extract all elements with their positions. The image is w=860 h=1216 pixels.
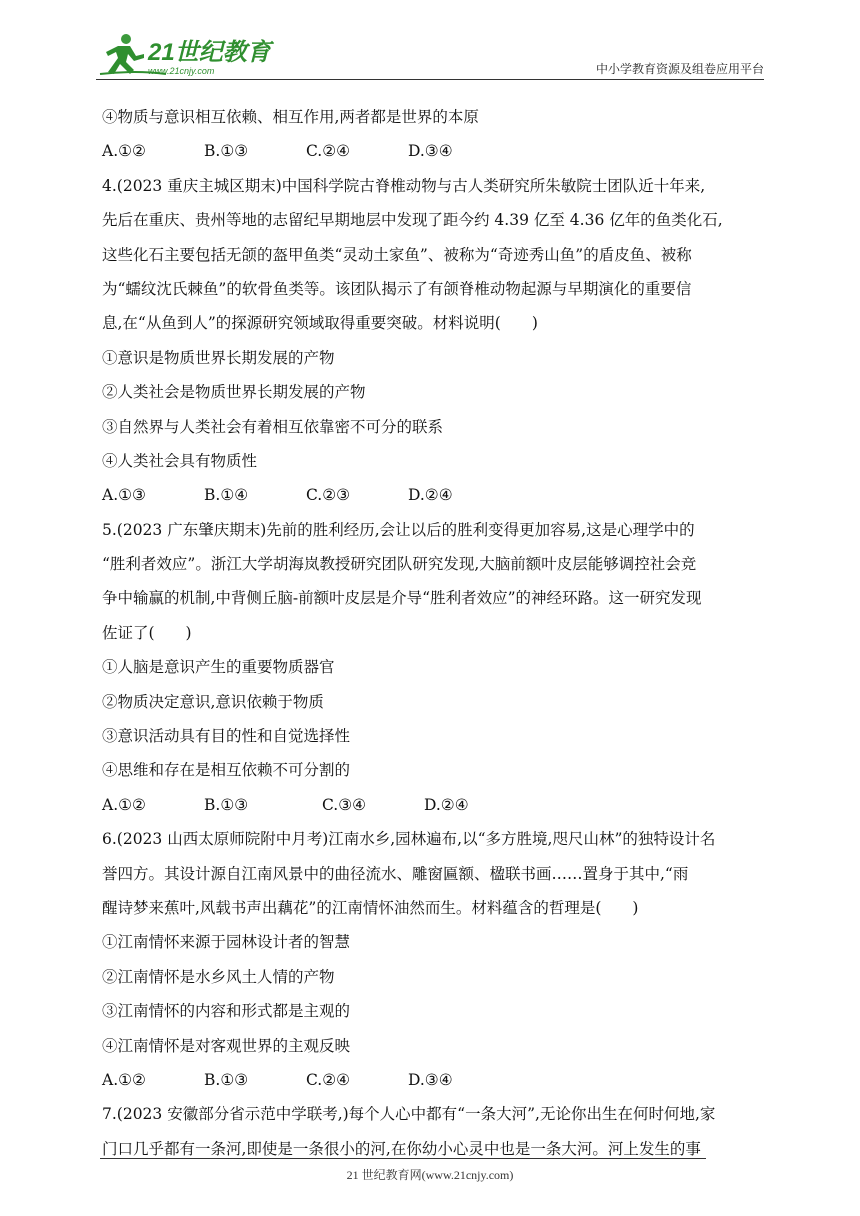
- option-a: A.①②: [102, 1070, 146, 1089]
- option-c: C.②④: [306, 1070, 351, 1089]
- q5-stem-line: 5.(2023 广东肇庆期末)先前的胜利经历,会让以后的胜利变得更加容易,这是心理学中的: [102, 520, 695, 539]
- q5-options: [102, 788, 762, 822]
- option-d: D.③④: [408, 1070, 453, 1089]
- option-b: B.①④: [204, 486, 249, 505]
- option-d: D.②④: [408, 486, 453, 505]
- option-a: A.①②: [102, 795, 146, 814]
- q5-stem-line: 佐证了( ): [102, 623, 192, 642]
- q4-stem-line: 4.(2023 重庆主城区期末)中国科学院古脊椎动物与古人类研究所朱敏院士团队近十年来,: [102, 176, 706, 195]
- svg-text:www.21cnjy.com: www.21cnjy.com: [148, 66, 215, 76]
- q6-stem-line: 醒诗梦来蕉叶,风载书声出藕花”的江南情怀油然而生。材料蕴含的哲理是( ): [102, 898, 639, 917]
- header-divider: [96, 79, 764, 80]
- q3-options: [102, 134, 762, 168]
- q7-stem-line: 7.(2023 安徽部分省示范中学联考,)每个人心中都有“一条大河”,无论你出生在何时何地,家: [102, 1105, 716, 1124]
- question-content: [102, 100, 762, 1166]
- q3-item-4: ④物质与意识相互依赖、相互作用,两者都是世界的本原: [102, 108, 479, 126]
- option-c: C.③④: [322, 795, 367, 814]
- page-header: [96, 30, 764, 82]
- q4-stem-line: 这些化石主要包括无颌的盔甲鱼类“灵动土家鱼”、被称为“奇迹秀山鱼”的盾皮鱼、被称: [102, 245, 692, 264]
- q5-stem-line: 争中输赢的机制,中背侧丘脑-前额叶皮层是介导“胜利者效应”的神经环路。这一研究发现: [102, 589, 702, 608]
- q4-stem-line: 为“蠕纹沈氏棘鱼”的软骨鱼类等。该团队揭示了有颌脊椎动物起源与早期演化的重要信: [102, 279, 692, 298]
- option-b: B.①③: [204, 142, 249, 161]
- option-a: A.①③: [102, 486, 146, 505]
- q6-item: ②江南情怀是水乡风土人情的产物: [102, 967, 335, 986]
- option-c: C.②④: [306, 142, 351, 161]
- q6-item: ④江南情怀是对客观世界的主观反映: [102, 1036, 351, 1055]
- page-footer: 21 世纪教育网(www.21cnjy.com): [346, 1168, 514, 1182]
- site-logo: [96, 30, 296, 78]
- q4-item: ③自然界与人类社会有着相互依靠密不可分的联系: [102, 417, 444, 436]
- q7-stem-line: 门口几乎都有一条河,即使是一条很小的河,在你幼小心灵中也是一条大河。河上发生的事: [102, 1139, 701, 1158]
- platform-name: 中小学教育资源及组卷应用平台: [595, 62, 764, 76]
- q5-item: ①人脑是意识产生的重要物质器官: [102, 658, 335, 677]
- q5-item: ④思维和存在是相互依赖不可分割的: [102, 761, 351, 780]
- q6-item: ①江南情怀来源于园林设计者的智慧: [102, 933, 351, 952]
- q5-item: ②物质决定意识,意识依赖于物质: [102, 692, 324, 711]
- option-b: B.①③: [204, 1070, 249, 1089]
- footer-divider: [100, 1158, 706, 1159]
- q6-item: ③江南情怀的内容和形式都是主观的: [102, 1002, 351, 1021]
- option-d: D.②④: [424, 795, 469, 814]
- q5-stem-line: “胜利者效应”。浙江大学胡海岚教授研究团队研究发现,大脑前额叶皮层能够调控社会竞: [102, 555, 697, 574]
- q4-stem-line: 息,在“从鱼到人”的探源研究领域取得重要突破。材料说明( ): [102, 314, 538, 333]
- q5-item: ③意识活动具有目的性和自觉选择性: [102, 727, 351, 746]
- q4-options: [102, 478, 762, 512]
- q4-item: ④人类社会具有物质性: [102, 451, 258, 470]
- option-d: D.③④: [408, 142, 453, 161]
- option-b: B.①③: [204, 795, 249, 814]
- svg-text:21世纪教育: 21世纪教育: [148, 39, 271, 66]
- q6-stem-line: 6.(2023 山西太原师院附中月考)江南水乡,园林遍布,以“多方胜境,咫尺山林”的独特设计名: [102, 830, 716, 849]
- option-c: C.②③: [306, 486, 351, 505]
- q6-options: [102, 1063, 762, 1097]
- q4-item: ②人类社会是物质世界长期发展的产物: [102, 383, 366, 402]
- q6-stem-line: 誉四方。其设计源自江南风景中的曲径流水、雕窗匾额、楹联书画……置身于其中,“雨: [102, 864, 689, 883]
- q4-stem-line: 先后在重庆、贵州等地的志留纪早期地层中发现了距今约 4.39 亿至 4.36 亿年的鱼类化石,: [102, 211, 723, 230]
- option-a: A.①②: [102, 142, 146, 161]
- q4-item: ①意识是物质世界长期发展的产物: [102, 348, 335, 367]
